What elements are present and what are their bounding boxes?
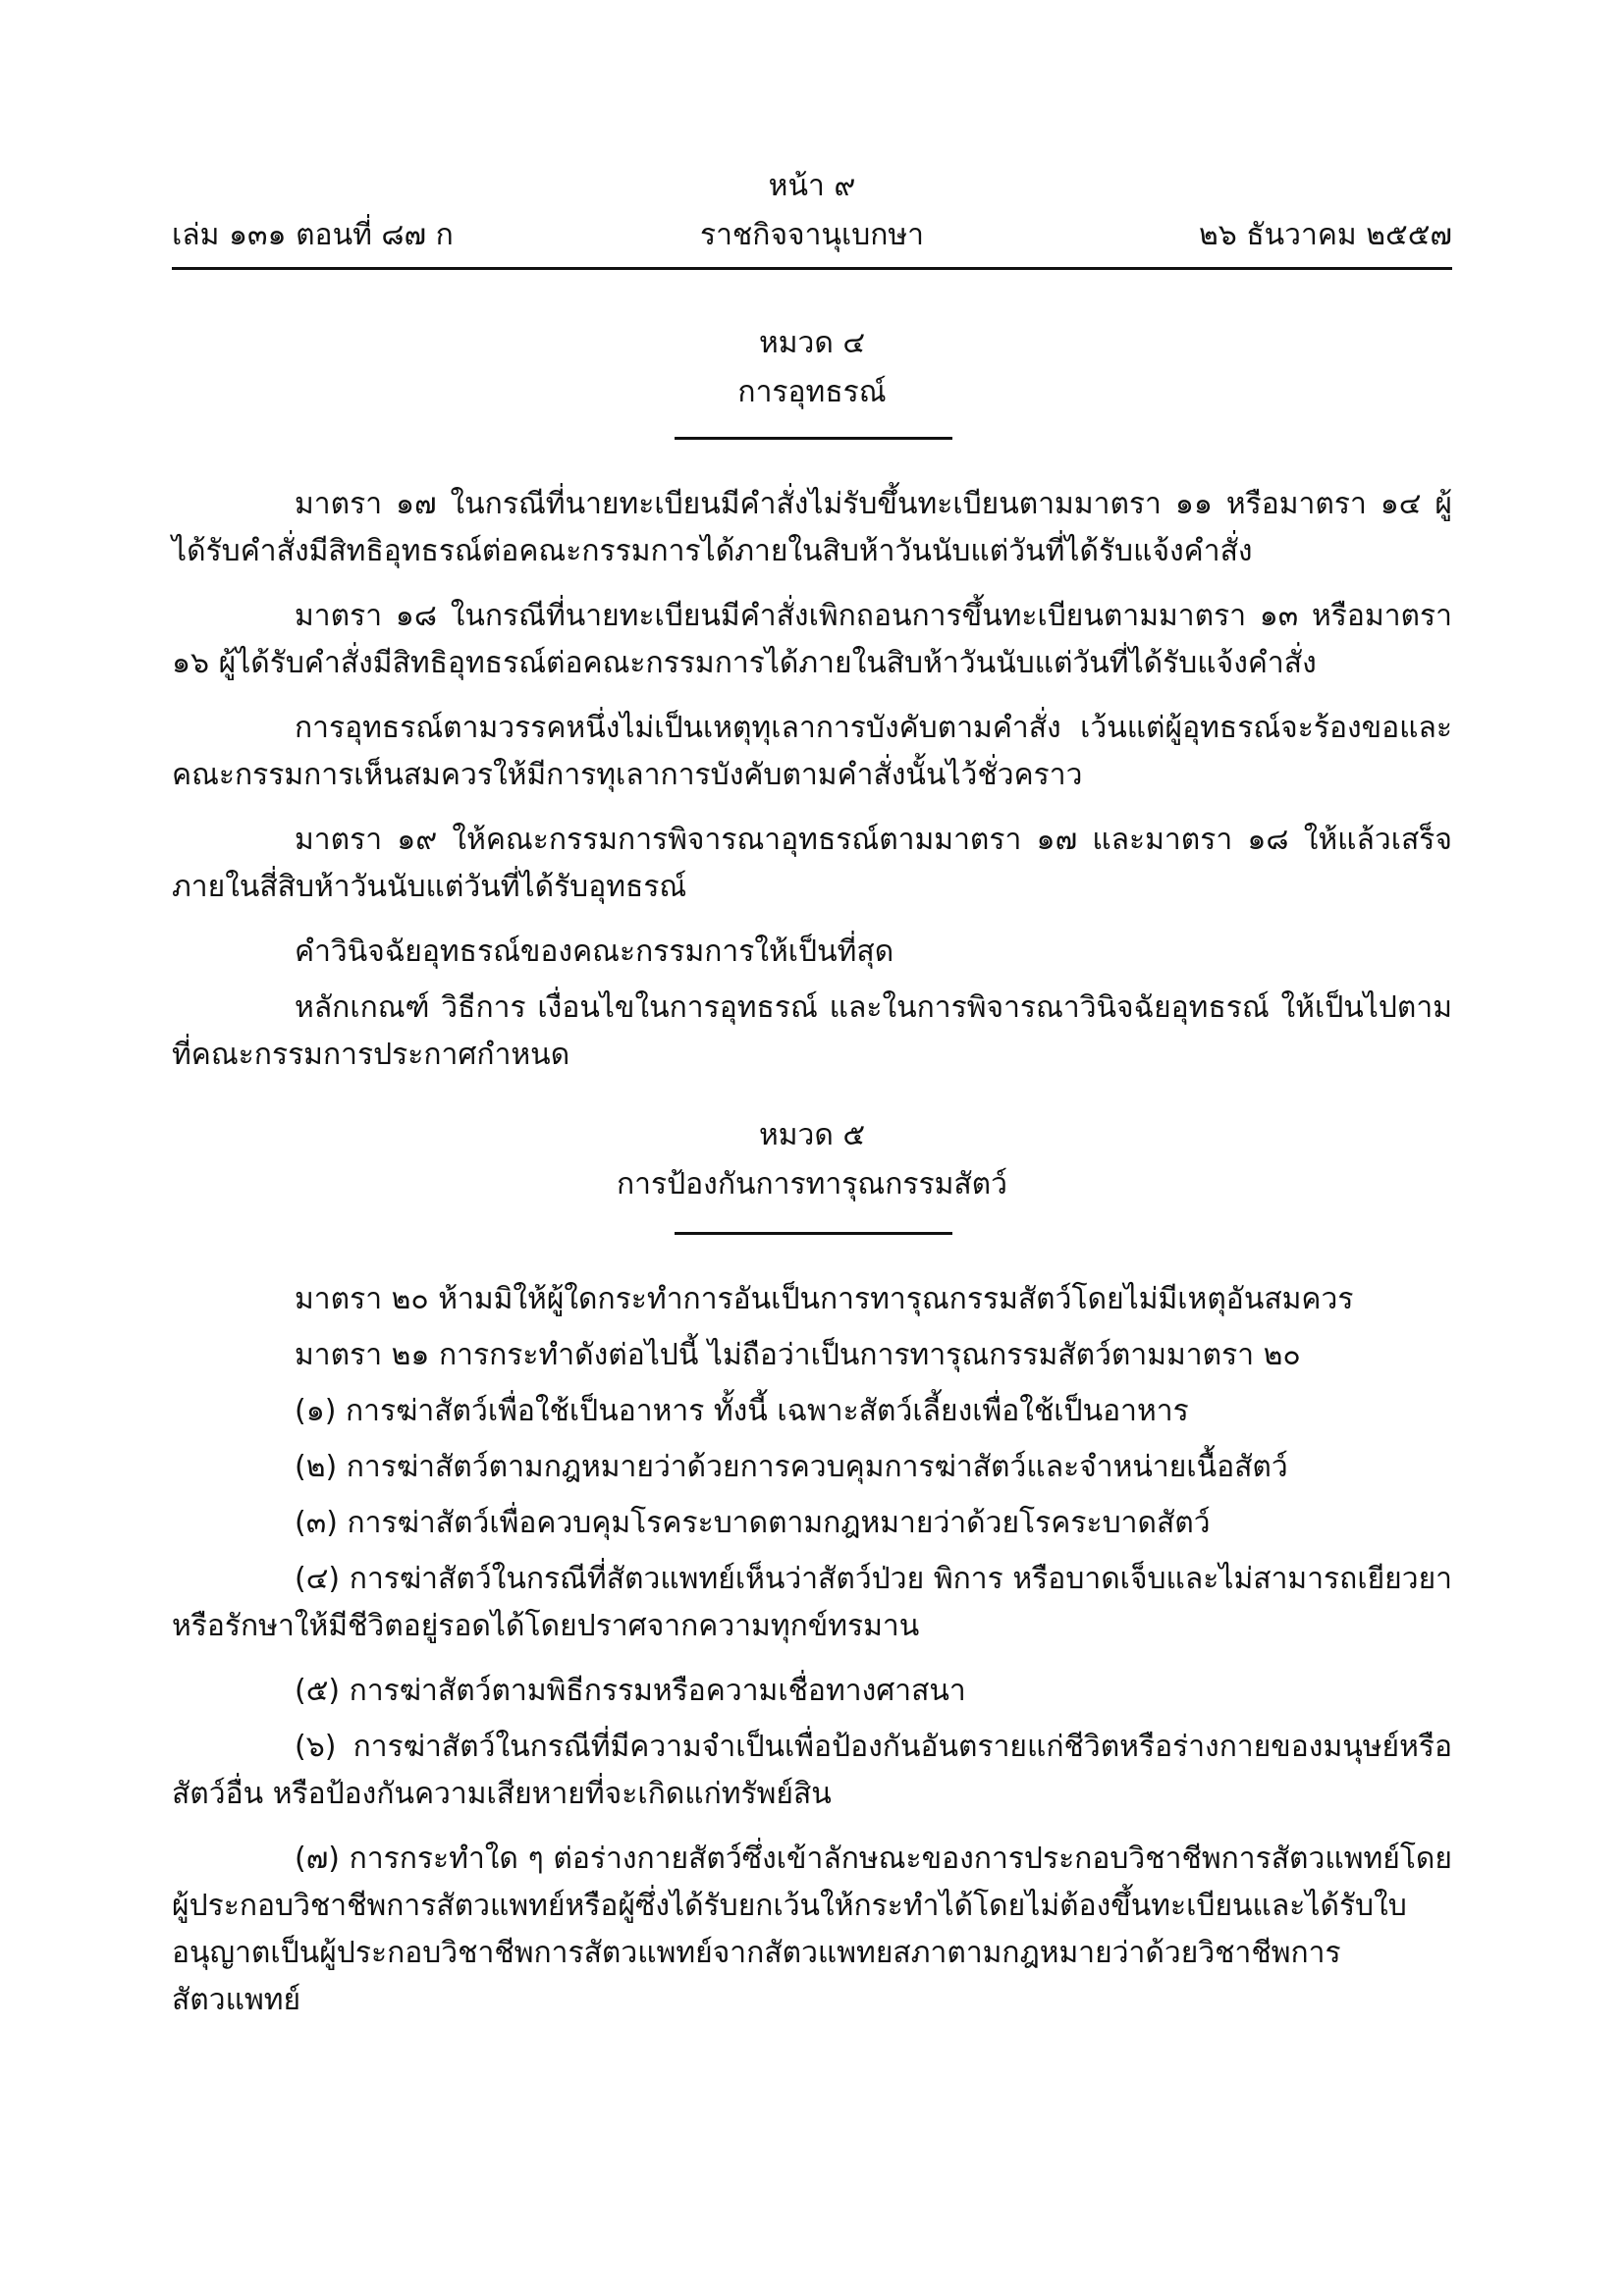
item-1: (๑) การฆ่าสัตว์เพื่อใช้เป็นอาหาร ทั้งนี้ เฉพาะสัตว์เลี้ยงเพื่อใช้เป็นอาหาร: [295, 1394, 1189, 1428]
chapter-5-rule: [675, 1232, 952, 1235]
chapter-4-title: การอุทธรณ์: [737, 375, 887, 409]
item-3: (๓) การฆ่าสัตว์เพื่อควบคุมโรคระบาดตามกฎหมายว่าด้วยโรคระบาดสัตว์: [295, 1506, 1211, 1540]
chapter-4-rule: [675, 437, 952, 440]
item-7: (๗) การกระทำใด ๆ ต่อร่างกายสัตว์ซึ่งเข้าลักษณะของการประกอบวิชาชีพการสัตวแพทย์โดยผู้ประกอบวิชาชีพการสัตวแพทย์หรือผู้ซึ่งได้รับยกเว้นให้กระทำได้โดยไม่ต้องขึ้นทะเบียนและได้รับใบอนุญาตเป็นผู้ประกอบวิชาชีพการสัตวแพทย์จากสัตวแพทยสภาตามกฎหมายว่าด้วยวิชาชีพการสัตวแพทย์: [172, 1842, 1452, 2017]
section-18-paragraph-2: การอุทธรณ์ตามวรรคหนึ่งไม่เป็นเหตุทุเลาการบังคับตามคำสั่ง เว้นแต่ผู้อุทธรณ์จะร้องขอและคณะกรรมการเห็นสมควรให้มีการทุเลาการบังคับตามคำสั่งนั้นไว้ชั่วคราว: [172, 711, 1452, 792]
running-header: [172, 216, 1452, 255]
section-20: มาตรา ๒๐ ห้ามมิให้ผู้ใดกระทำการอันเป็นการทารุณกรรมสัตว์โดยไม่มีเหตุอันสมควร: [295, 1282, 1354, 1316]
section-19-paragraph-2: คำวินิจฉัยอุทธรณ์ของคณะกรรมการให้เป็นที่สุด: [295, 934, 894, 969]
chapter-5-number: หมวด ๕: [758, 1118, 866, 1152]
item-5: (๕) การฆ่าสัตว์ตามพิธีกรรมหรือความเชื่อทางศาสนา: [295, 1674, 966, 1708]
publication-date: ๒๖ ธันวาคม ๒๕๕๗: [1199, 218, 1452, 252]
section-19: มาตรา ๑๙ ให้คณะกรรมการพิจารณาอุทธรณ์ตามมาตรา ๑๗ และมาตรา ๑๘ ให้แล้วเสร็จภายในสี่สิบห้าวันนับแต่วันที่ได้รับอุทธรณ์: [172, 823, 1452, 904]
header-rule: [172, 267, 1452, 270]
item-4: (๔) การฆ่าสัตว์ในกรณีที่สัตวแพทย์เห็นว่าสัตว์ป่วย พิการ หรือบาดเจ็บและไม่สามารถเยียวยาหรือรักษาให้มีชีวิตอยู่รอดได้โดยปราศจากความทุกข์ทรมาน: [172, 1562, 1452, 1643]
gazette-name: ราชกิจจานุเบกษา: [699, 218, 925, 252]
chapter-4-number: หมวด ๔: [758, 326, 866, 360]
chapter-5-title: การป้องกันการทารุณกรรมสัตว์: [617, 1167, 1007, 1201]
page-number: หน้า ๙: [768, 169, 856, 203]
section-21: มาตรา ๒๑ การกระทำดังต่อไปนี้ ไม่ถือว่าเป็นการทารุณกรรมสัตว์ตามมาตรา ๒๐: [295, 1338, 1301, 1372]
section-18: มาตรา ๑๘ ในกรณีที่นายทะเบียนมีคำสั่งเพิกถอนการขึ้นทะเบียนตามมาตรา ๑๓ หรือมาตรา ๑๖ ผู้ได้รับคำสั่งมีสิทธิอุทธรณ์ต่อคณะกรรมการได้ภายในสิบห้าวันนับแต่วันที่ได้รับแจ้งคำสั่ง: [172, 599, 1452, 680]
volume-issue: เล่ม ๑๓๑ ตอนที่ ๘๗ ก: [172, 218, 454, 252]
item-6: (๖) การฆ่าสัตว์ในกรณีที่มีความจำเป็นเพื่อป้องกันอันตรายแก่ชีวิตหรือร่างกายของมนุษย์หรือสัตว์อื่น หรือป้องกันความเสียหายที่จะเกิดแก่ทรัพย์สิน: [172, 1730, 1452, 1811]
section-17: มาตรา ๑๗ ในกรณีที่นายทะเบียนมีคำสั่งไม่รับขึ้นทะเบียนตามมาตรา ๑๑ หรือมาตรา ๑๔ ผู้ได้รับคำสั่งมีสิทธิอุทธรณ์ต่อคณะกรรมการได้ภายในสิบห้าวันนับแต่วันที่ได้รับแจ้งคำสั่ง: [172, 487, 1452, 568]
section-19-paragraph-3: หลักเกณฑ์ วิธีการ เงื่อนไขในการอุทธรณ์ และในการพิจารณาวินิจฉัยอุทธรณ์ ให้เป็นไปตามที่คณะกรรมการประกาศกำหนด: [172, 990, 1452, 1072]
item-2: (๒) การฆ่าสัตว์ตามกฎหมายว่าด้วยการควบคุมการฆ่าสัตว์และจำหน่ายเนื้อสัตว์: [295, 1450, 1288, 1484]
